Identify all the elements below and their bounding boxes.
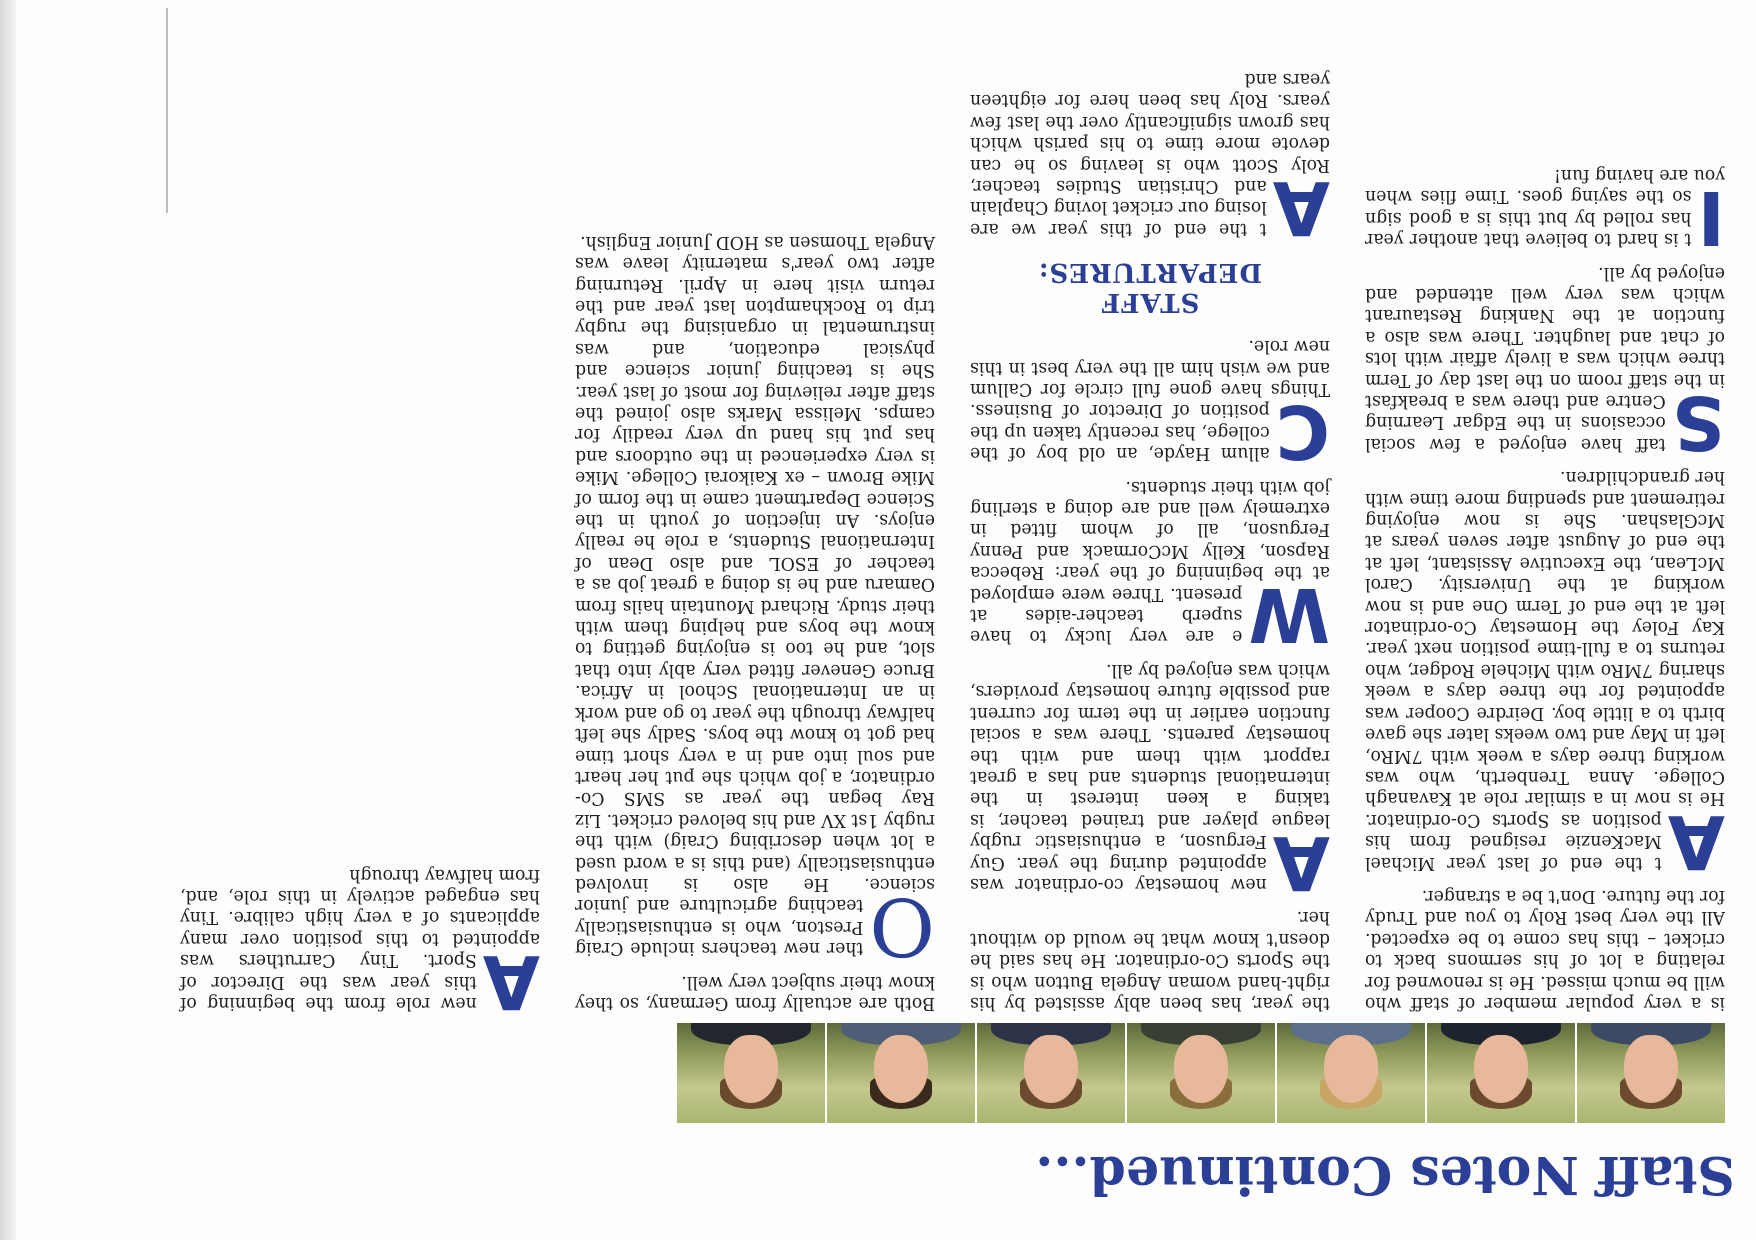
staff-photo xyxy=(975,1023,1125,1123)
drop-cap: C xyxy=(1275,388,1330,475)
drop-cap: A xyxy=(1272,818,1330,905)
staff-photo xyxy=(1125,1023,1275,1123)
portrait-photo-icon xyxy=(1474,1035,1528,1103)
staff-photo xyxy=(1425,1023,1575,1123)
article-column-1 xyxy=(1365,152,1725,1013)
paragraph xyxy=(970,475,1330,658)
page-title: Staff Notes Continued... xyxy=(1035,1144,1735,1205)
staff-photo xyxy=(1275,1023,1425,1123)
drop-cap: A xyxy=(1272,163,1330,250)
paragraph-text: allum Hayde, an old boy of the college, has recently taken up the position of Director of Business. Things have gone full circle for Callum and we wish him all the very best in this new role. xyxy=(970,336,1330,464)
paragraph: the year, has been ably assisted by his right-hand woman Angela Button who is the Sports Co-ordinator. He has said he doesn't know what he would do without her. xyxy=(970,907,1330,1013)
article-column-4 xyxy=(180,851,540,1024)
scan-edge xyxy=(0,0,16,1240)
paragraph: Both are actually from Germany, so they know their subject very well. xyxy=(575,971,935,1013)
article-column-2 xyxy=(970,56,1330,1013)
paragraph xyxy=(1365,261,1725,465)
section-heading xyxy=(970,257,1330,317)
paragraph: is a very popular member of staff who will be much missed. He is renowned for relating a lot of his sermons back to cricket – this has come to be expected. All the very best Roly to you and Trudy for the future. Don't be a stranger. xyxy=(1365,885,1725,1013)
paragraph-text: t the end of last year Michael MacKenzie resigned from his position as Sports Co-ordinator. He is now in a similar role at Kavanagh College. Anna Trenberth, who was working three days a week with 7MRo, left in May and two weeks later she gave birth to a little boy. Deirdre Cooper was appointed for the three days a week sharing 7MRo with Michele Rodger, who returns to a full-time position next year. Kay Foley the Homestay Co-ordinator left at the end of Term One and is now working at the University. Carol McLean, the Executive Assistant, left at the end of August after seven years at McGlashan. She is now enjoying retirement and spending more time with her grandchildren. xyxy=(1365,467,1725,873)
staff-photo xyxy=(675,1023,825,1123)
paragraph-text: ther new teachers include Craig Preston, who is enthusiastically teaching agriculture and junior science. He also is involved enthusiastically (and this is a word used a lot when describing Craig) with the rugby 1st XV and his beloved cricket. Liz Ray began the year as SMS Co-ordinator, a job which she put her heart and soul into and in a very short time had got to know the boys. Sadly she left halfway through the year to go and work in an International School in Africa. Bruce Genever fitted very ably into that slot, and he too is enjoying getting to know the boys and helping them with their study. Richard Mountain hails from Oamaru and he is doing a great job as a teacher of ESOL and also Dean of International Students, a role he really enjoys. An injection of youth in the Science Department came in the form of Mike Brown – ex Kaikorai College. Mike is very experienced in the outdoors and has put his hand up very readily for camps. Melissa Marks also joined the staff after relieving for most of last year. She is teaching junior science and physical education, and was instrumental in organising the rugby trip to Rockhampton last year and the return visit here in April. Returning after two year's maternity leave was Angela Thomsen as HOD Junior English. xyxy=(574,231,935,959)
staff-photo-strip xyxy=(675,1023,1725,1123)
paragraph-text: new role from the beginning of this year was the Director of Sport. Tiny Carruthers was appointed to this position over many applicants of a very high calibre. Tiny has engaged actively in this role, and, from halfway through xyxy=(180,864,540,1013)
staff-photo xyxy=(1575,1023,1725,1123)
section-heading-line: STAFF xyxy=(1100,286,1200,317)
drop-cap: A xyxy=(1667,797,1725,884)
paragraph xyxy=(574,230,935,974)
paragraph-text: new homestay co-ordinator was appointed during the year. Guy Ferguson, a enthusiastic rugby league player and trained teacher, is taking a keen interest in the international students and has a great rapport with them and with the homestay parents. There was a social function earlier in the term for current and possible future homestay providers, which was enjoyed by all. xyxy=(970,659,1330,894)
portrait-photo-icon xyxy=(874,1035,928,1103)
paragraph xyxy=(1365,164,1725,261)
staff-photo xyxy=(825,1023,975,1123)
paragraph xyxy=(970,68,1330,250)
drop-cap: I xyxy=(1697,174,1725,261)
portrait-photo-icon xyxy=(1624,1035,1678,1103)
drop-cap: A xyxy=(482,938,540,1024)
drop-cap: S xyxy=(1671,378,1725,465)
paragraph xyxy=(970,335,1330,475)
drop-cap: O xyxy=(869,880,935,974)
paragraph-text: taff have enjoyed a few social occasions in the Edgar Learning Centre and there was a breakfast in the staff room on the last day of Term three which was a lively affair with lots of chat and laughter. There was also a function at the Nanking Restaurant which was very well attended and enjoyed by all. xyxy=(1365,262,1725,454)
portrait-photo-icon xyxy=(1024,1035,1078,1103)
portrait-photo-icon xyxy=(724,1035,778,1103)
section-heading-line: DEPARTURES: xyxy=(1037,256,1263,287)
portrait-photo-icon xyxy=(1174,1035,1228,1103)
paragraph-text: e are very lucky to have superb teacher-aides at present. Three were employed at the beginning of the year: Rebecca Rapson, Kelly McCormack and Penny Ferguson, all of whom fitted in extremely well and are doing a sterling job with their students. xyxy=(970,476,1330,647)
portrait-photo-icon xyxy=(1324,1035,1378,1103)
newsletter-page xyxy=(165,28,1735,1218)
paragraph xyxy=(180,863,540,1024)
article-column-3 xyxy=(575,218,935,1013)
paragraph-text: t the end of this year we are losing our cricket loving Chaplain and Christian Studies teacher, Roly Scott who is leaving so he can devote more time to his parish which has grown significantly over the last few years. Roly has been here for eighteen years and xyxy=(970,68,1330,239)
drop-cap: W xyxy=(1248,571,1330,658)
paragraph xyxy=(1365,466,1725,884)
paragraph xyxy=(970,659,1330,905)
paragraph-text: t is hard to believe that another year has rolled by but this is a good sign so the saying goes. Time flies when you are having fun! xyxy=(1365,164,1725,250)
